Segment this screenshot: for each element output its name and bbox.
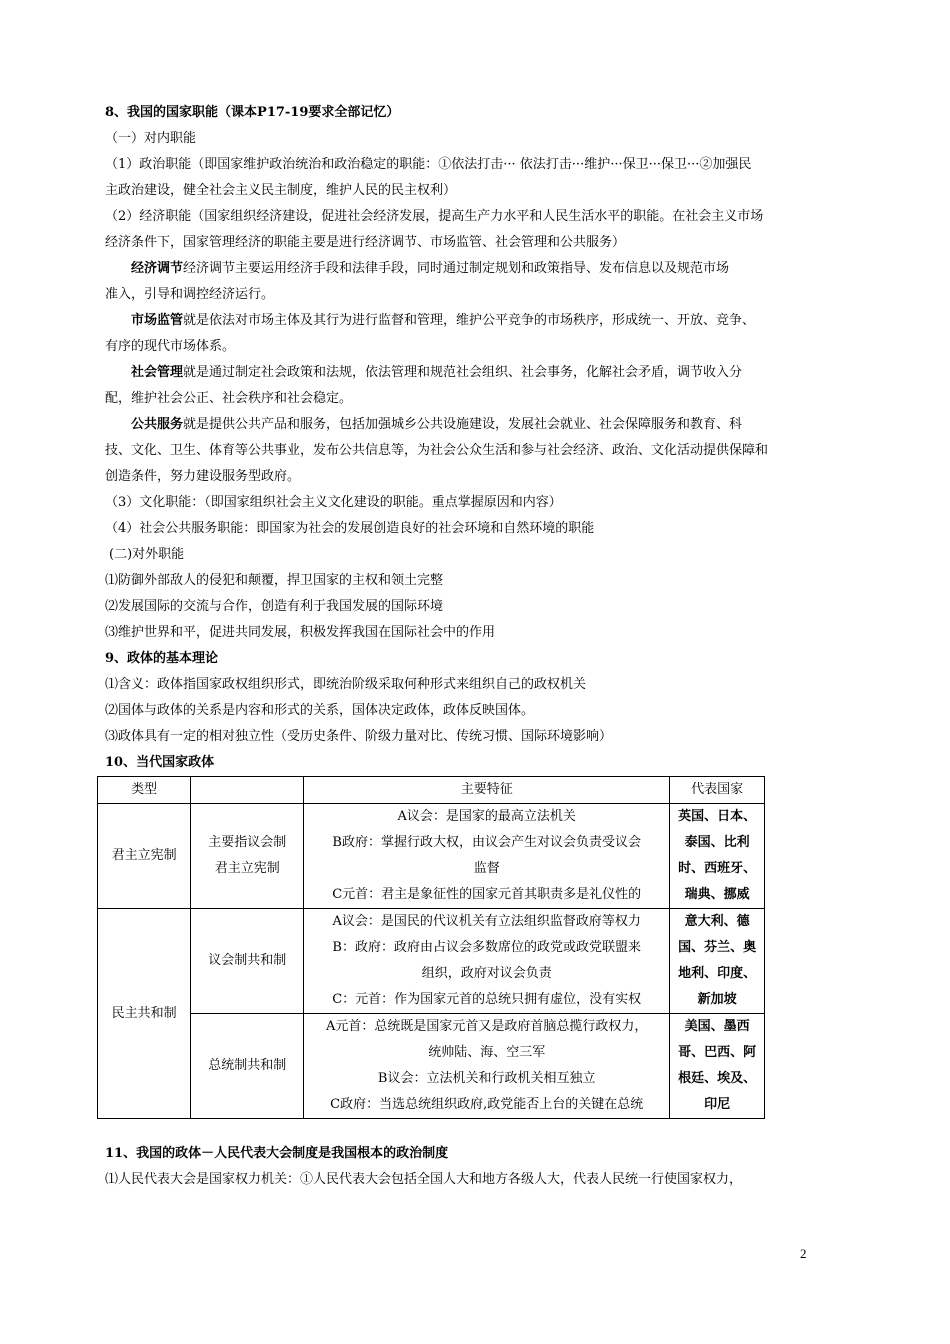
economic-regulation-line1: 经济调节经济调节主要运用经济手段和法律手段，同时通过制定规划和政策指导、发布信息以及规范市场 [131,261,730,276]
sub-heading-external: (二)对外职能 [109,547,185,562]
external-item-3: ⑶维护世界和平，促进共同发展，积极发挥我国在国际社会中的作用 [105,625,496,640]
sub-heading-internal: （一）对内职能 [105,131,197,146]
term-public-service: 公共服务 [131,417,184,432]
political-function-line2: 主政治建设，健全社会主义民主制度，维护人民的民主权利） [105,183,457,198]
term-social-management: 社会管理 [131,365,184,380]
term-market-supervision: 市场监管 [131,313,184,328]
social-management-line1: 社会管理就是通过制定社会政策和法规，依法管理和规范社会组织、社会事务，化解社会矛盾，调节收入分 [131,365,743,380]
section-10-title: 10、当代国家政体 [105,755,215,770]
regime-independence: ⑶政体具有一定的相对独立性（受历史条件、阶级力量对比、传统习惯、国际环境影响） [105,729,613,744]
social-management-line2: 配，维护社会公正、社会秩序和社会稳定。 [105,391,353,406]
economic-regulation-line2: 准入，引导和调控经济运行。 [105,287,275,302]
economic-function-line2: 经济条件下，国家管理经济的职能主要是进行经济调节、市场监管、社会管理和公共服务） [105,235,626,250]
features-parliamentary-republic: A议会：是国民的代议机关有立法组织监督政府等权力 B：政府：政府由占议会多数席位的政党或政党联盟来 组织，政府对议会负责 C：元首：作为国家元首的总统只拥有虚位，没有实权 [304,909,670,1014]
countries-parliamentary-republic: 意大利、德 国、芬兰、奥 地利、印度、 新加坡 [670,909,765,1014]
countries-monarchy: 英国、日本、 泰国、比利 时、西班牙、 瑞典、挪威 [670,804,765,909]
table-row [98,804,765,909]
external-item-1: ⑴防御外部敌人的侵犯和颠覆，捍卫国家的主权和领土完整 [105,573,444,588]
table-header-row [98,777,765,804]
subtype-presidential-republic: 总统制共和制 [191,1014,304,1119]
subtype-parliamentary-monarchy: 主要指议会制 君主立宪制 [191,804,304,909]
public-service-line1: 公共服务就是提供公共产品和服务，包括加强城乡公共设施建设，发展社会就业、社会保障服务和教育、科 [131,417,743,432]
header-country: 代表国家 [670,777,765,804]
page-number: 2 [800,1246,807,1261]
table-row [98,909,765,1014]
header-type: 类型 [98,777,191,804]
section-11-title: 11、我国的政体－人民代表大会制度是我国根本的政治制度 [105,1146,449,1161]
page-content [105,100,825,1193]
market-supervision-line2: 有序的现代市场体系。 [105,339,236,354]
public-service-line2: 技、文化、卫生、体育等公共事业，发布公共信息等，为社会公众生活和参与社会经济、政治、文化活动提供保障和 [105,443,769,458]
type-constitutional-monarchy: 君主立宪制 [98,804,191,909]
regime-relation: ⑵国体与政体的关系是内容和形式的关系，国体决定政体，政体反映国体。 [105,703,535,718]
features-monarchy: A议会：是国家的最高立法机关 B政府：掌握行政大权，由议会产生对议会负责受议会 监督 C元首：君主是象征性的国家元首其职责多是礼仪性的 [304,804,670,909]
header-feature: 主要特征 [304,777,670,804]
economic-function-line1: （2）经济职能（国家组织经济建设，促进社会经济发展，提高生产力水平和人民生活水平的职能。在社会主义市场 [105,209,764,224]
section-9-title: 9、政体的基本理论 [105,651,219,666]
political-function-line1: （1）政治职能（即国家维护政治统治和政治稳定的职能：①依法打击··· 依法打击···维护···保卫···保卫···②加强民 [105,157,752,172]
regime-definition: ⑴含义：政体指国家政权组织形式，即统治阶级采取何种形式来组织自己的政权机关 [105,677,587,692]
subtype-parliamentary-republic: 议会制共和制 [191,909,304,1014]
term-economic-regulation: 经济调节 [131,261,184,276]
regime-table [97,776,765,1119]
table-row [98,1014,765,1119]
public-service-function: （4）社会公共服务职能：即国家为社会的发展创造良好的社会环境和自然环境的职能 [105,521,595,536]
cultural-function: （3）文化职能：（即国家组织社会主义文化建设的职能。重点掌握原因和内容） [105,495,562,510]
external-item-2: ⑵发展国际的交流与合作，创造有利于我国发展的国际环境 [105,599,444,614]
type-democratic-republic: 民主共和制 [98,909,191,1119]
public-service-line3: 创造条件，努力建设服务型政府。 [105,469,301,484]
header-blank [191,777,304,804]
npc-line1: ⑴人民代表大会是国家权力机关：①人民代表大会包括全国人大和地方各级人大，代表人民统一行使国家权力， [105,1172,743,1187]
market-supervision-line1: 市场监管就是依法对市场主体及其行为进行监督和管理，维护公平竞争的市场秩序，形成统一、开放、竞争、 [131,313,756,328]
section-8-title: 8、我国的国家职能（课本P17-19要求全部记忆） [105,105,400,120]
countries-presidential-republic: 美国、墨西 哥、巴西、阿 根廷、埃及、 印尼 [670,1014,765,1119]
features-presidential-republic: A元首：总统既是国家元首又是政府首脑总揽行政权力， 统帅陆、海、空三军 B议会：立法机关和行政机关相互独立 C政府：当选总统组织政府,政党能否上台的关键在总统 [304,1014,670,1119]
